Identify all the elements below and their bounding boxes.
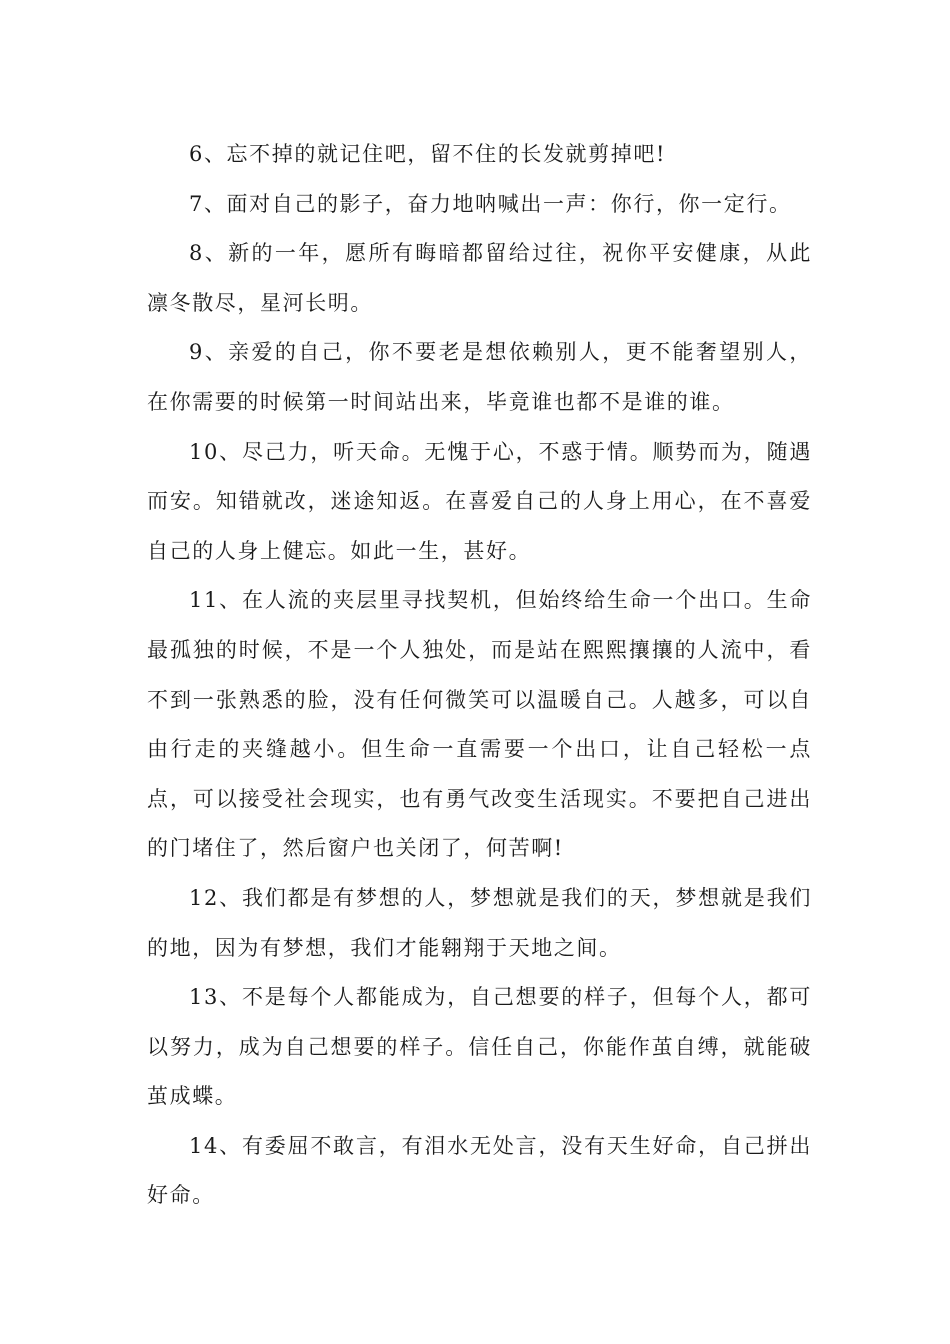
paragraph-14: 14、有委屈不敢言，有泪水无处言，没有天生好命，自己拼出好命。 [147, 1133, 812, 1208]
paragraph-9: 9、亲爱的自己，你不要老是想依赖别人，更不能奢望别人，在你需要的时候第一时间站出来，毕竟谁也都不是谁的谁。 [147, 340, 812, 414]
paragraph-13: 13、不是每个人都能成为，自己想要的样子，但每个人，都可以努力，成为自己想要的样子。信任自己，你能作茧自缚，就能破茧成蝶。 [147, 985, 812, 1109]
paragraph-11: 11、在人流的夹层里寻找契机，但始终给生命一个出口。生命最孤独的时候，不是一个人独处，而是站在熙熙攘攘的人流中，看不到一张熟悉的脸，没有任何微笑可以温暖自己。人越多，可以自由行走的夹缝越小。但生命一直需要一个出口，让自己轻松一点点，可以接受社会现实，也有勇气改变生活现实。不要把自己进出的门堵住了，然后窗户也关闭了，何苦啊! [147, 588, 812, 861]
paragraph-8: 8、新的一年，愿所有晦暗都留给过往，祝你平安健康，从此凛冬散尽，星河长明。 [147, 241, 812, 315]
paragraph-10: 10、尽己力，听天命。无愧于心，不惑于情。顺势而为，随遇而安。知错就改，迷途知返。在喜爱自己的人身上用心，在不喜爱自己的人身上健忘。如此一生，甚好。 [147, 439, 812, 563]
paragraph-6: 6、忘不掉的就记住吧，留不住的长发就剪掉吧! [189, 142, 666, 166]
paragraph-12: 12、我们都是有梦想的人，梦想就是我们的天，梦想就是我们的地，因为有梦想，我们才能翱翔于天地之间。 [147, 885, 812, 960]
document-body [147, 130, 812, 1221]
paragraph-7: 7、面对自己的影子，奋力地呐喊出一声：你行，你一定行。 [189, 191, 792, 216]
